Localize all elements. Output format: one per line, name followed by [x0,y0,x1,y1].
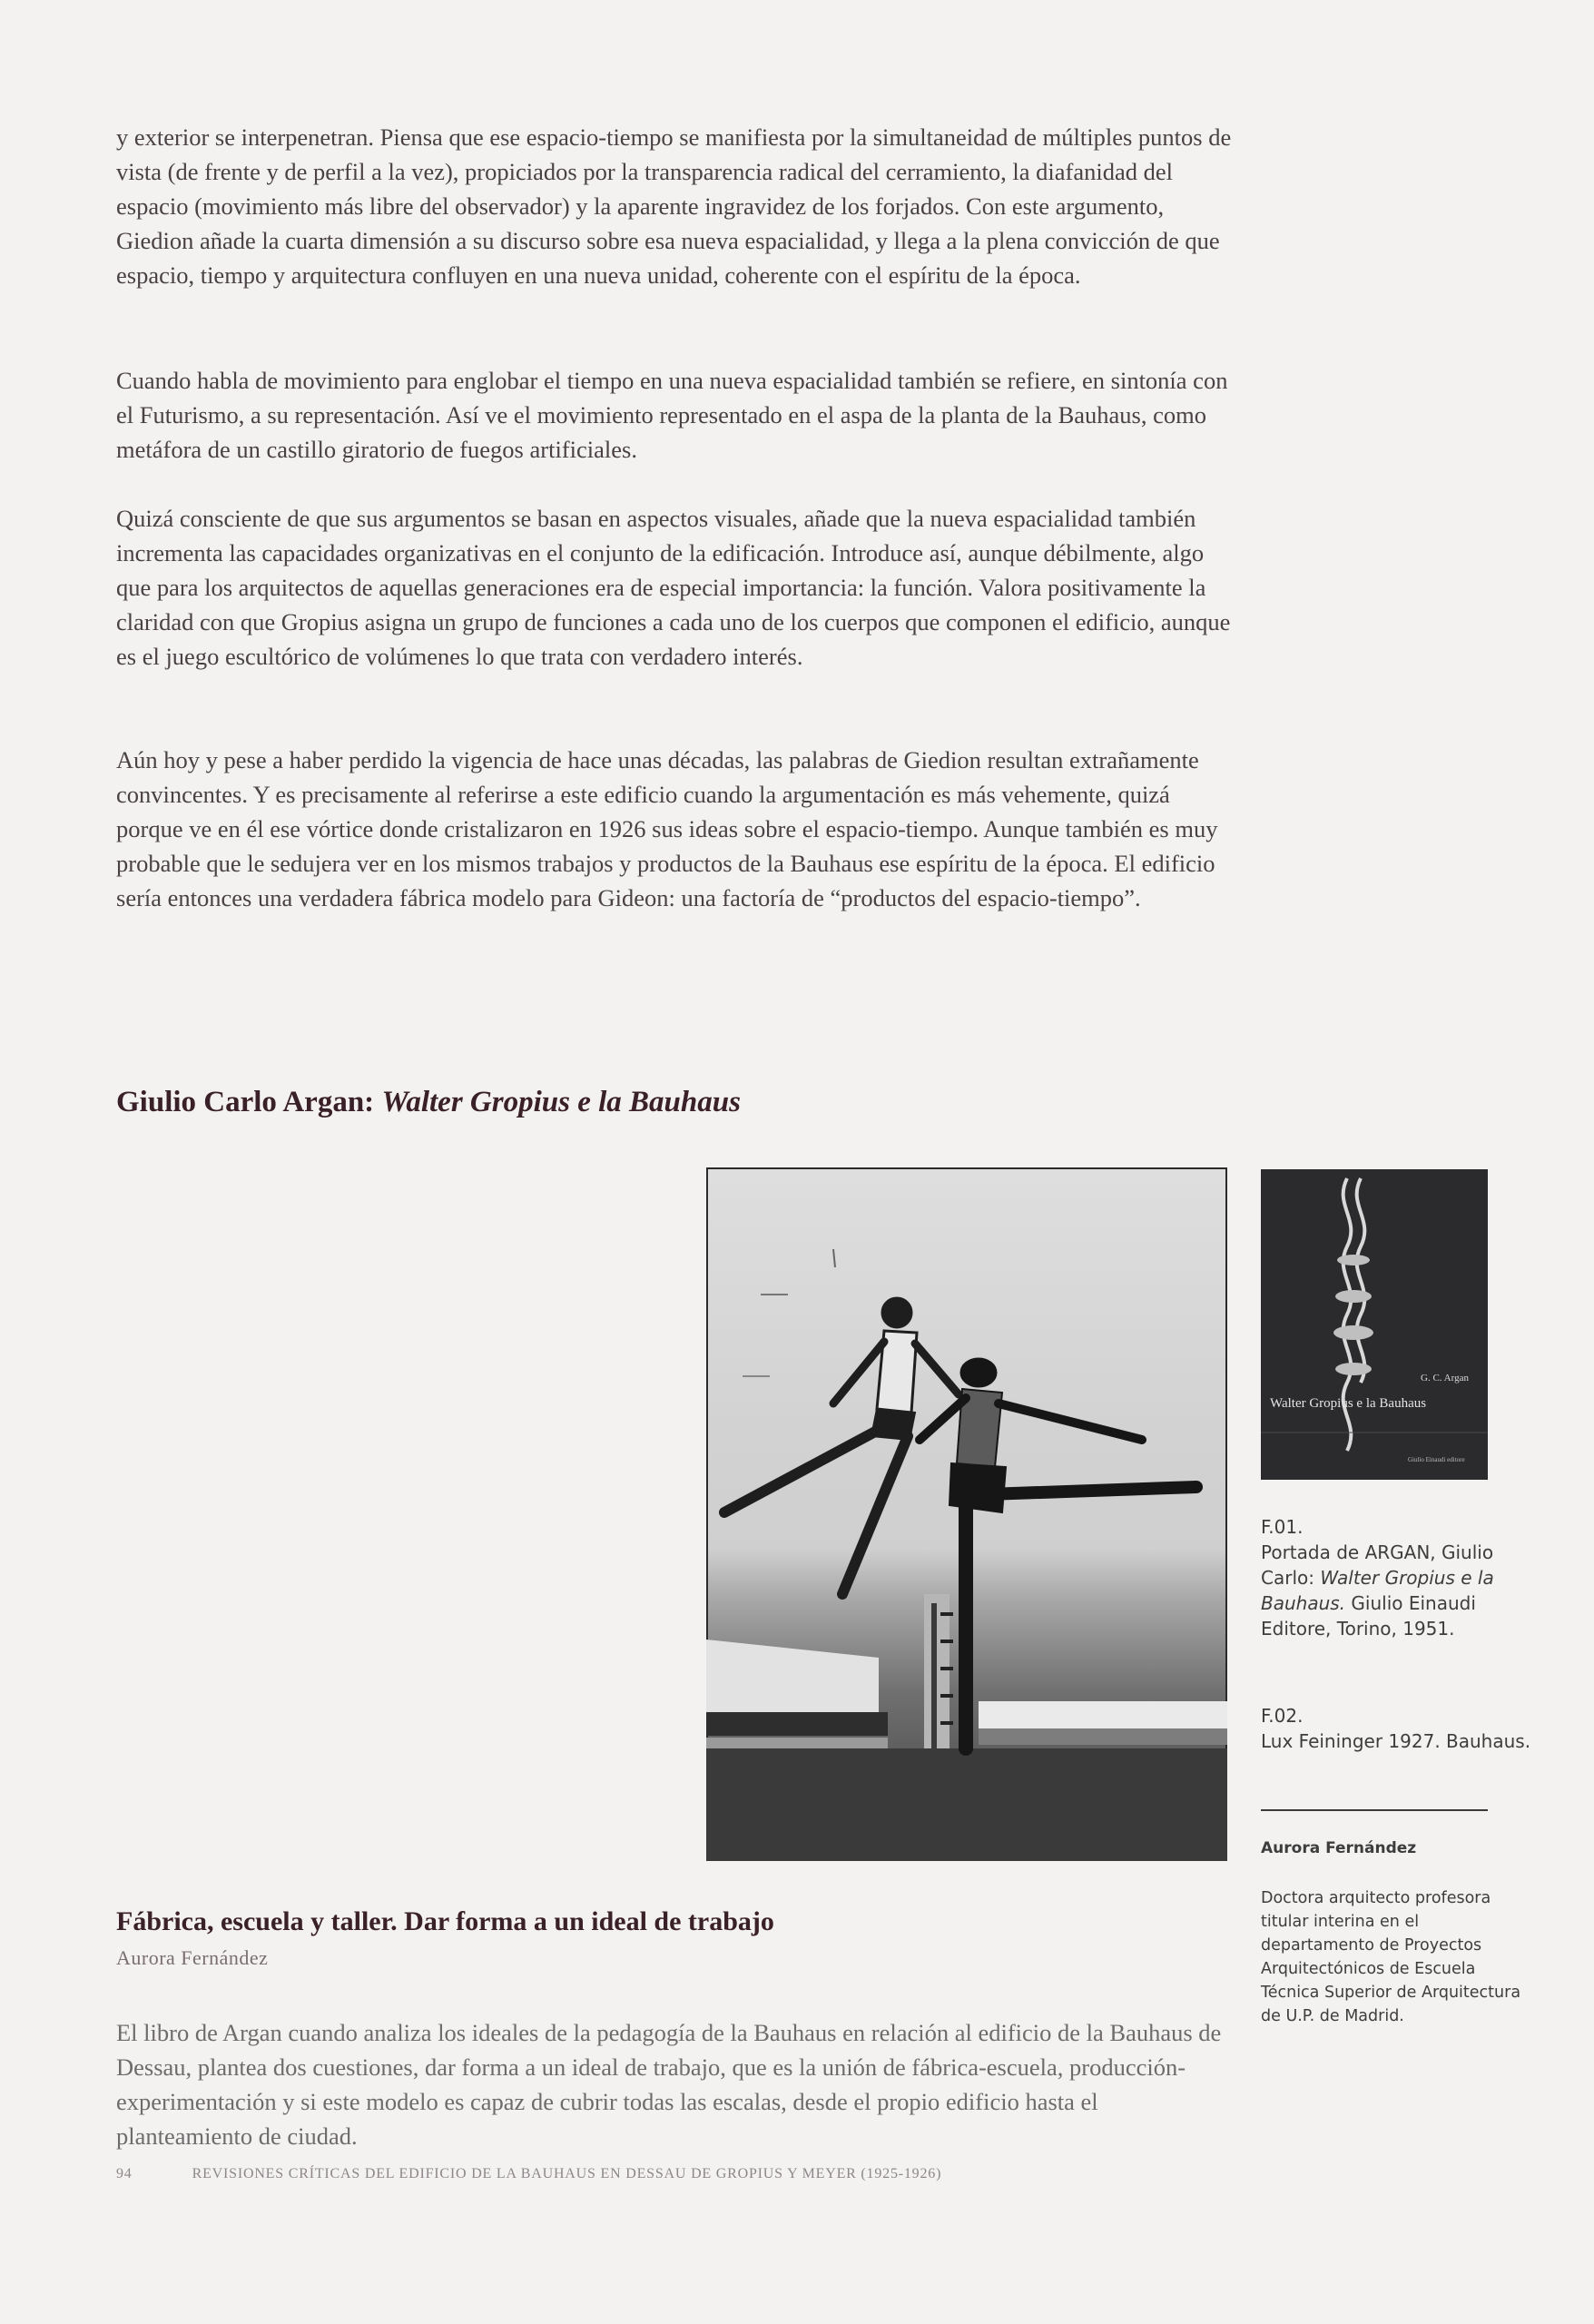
subsection-paragraph: El libro de Argan cuando analiza los ideales de la pedagogía de la Bauhaus en relación al edificio de la Bauhaus de Dessau, plantea dos cuestiones, dar forma a un ideal de trabajo, que es la unión de fábrica-escuela, producción-experimentación y si este modelo es capaz de cubrir todas las escalas, desde el propio edificio hasta el planteamiento de ciudad. [116,2019,1222,2150]
sidebar-author-bio: Doctora arquitecto profesora titular interina en el departamento de Proyectos Arquitectónicos de Escuela Técnica Superior de Arquitectura de U.P. de Madrid. [1261,1889,1521,2025]
section-title [116,1086,1205,1119]
section-title-italic: Walter Gropius e la Bauhaus [381,1086,741,1118]
caption-f01-number: F.01. [1261,1516,1304,1538]
jumping-men-photo [706,1167,1227,1861]
page-number: 94 [116,2166,133,2181]
book-cover-author: G. C. Argan [1421,1373,1469,1384]
body-paragraph-1: y exterior se interpenetran. Piensa que ese espacio-tiempo se manifiesta por la simultaneidad de múltiples puntos de vista (de frente y de perfil a la vez), propiciados por la transparencia radical del cerramiento, la diafanidad del espacio (movimiento más libre del observador) y la aparente ingravidez de los forjados. Con este argumento, Giedion añade la cuarta dimensión a su discurso sobre esa nueva espacialidad, y llega a la plena convicción de que espacio, tiempo y arquitectura confluyen en una nueva unidad, coherente con el espíritu de la época. [116,123,1232,289]
body-paragraph-2: Cuando habla de movimiento para englobar el tiempo en una nueva espacialidad también se refiere, en sintonía con el Futurismo, a su representación. Así ve el movimiento representado en el aspa de la planta de la Bauhaus, como metáfora de un castillo giratorio de fuegos artificiales. [116,367,1228,463]
body-paragraph-4: Aún hoy y pese a haber perdido la vigencia de hace unas décadas, las palabras de Giedion resultan extrañamente convincentes. Y es precisamente al referirse a este edificio cuando la argumentación es más vehemente, quizá porque ve en él ese vórtice donde cristalizaron en 1926 sus ideas sobre el espacio-tiempo. Aunque también es muy probable que le sedujera ver en los mismos trabajos y productos de la Bauhaus ese espíritu de la época. El edificio sería entonces una verdadera fábrica modelo para Gideon: una factoría de “productos del espacio-tiempo”. [116,746,1218,911]
caption-f01 [1261,1514,1533,1641]
caption-f01-text-before: Portada de ARGAN, Giulio Carlo: [1261,1541,1494,1589]
book-cover-figure [1261,1169,1488,1480]
section-title-prefix: Giulio Carlo Argan: [116,1086,382,1118]
book-cover-art [1261,1169,1488,1480]
caption-f02-number: F.02. [1261,1705,1304,1727]
subsection-author: Aurora Fernández [116,1946,269,1969]
body-paragraph-3: Quizá consciente de que sus argumentos se basan en aspectos visuales, añade que la nueva espacialidad también incrementa las capacidades organizativas en el conjunto de la edificación. Introduce así, aunque débilmente, algo que para los arquitectos de aquellas generaciones era de especial importancia: la función. Valora positivamente la claridad con que Gropius asigna un grupo de funciones a cada uno de los cuerpos que componen el edificio, aunque es el juego escultórico de volúmenes lo que trata con verdadero interés. [116,505,1231,670]
sidebar-author-name: Aurora Fernández [1261,1839,1417,1857]
caption-f01-text-italic: Walter Gropius e la Bauhaus. [1261,1567,1494,1614]
caption-f01-text-after: Giulio Einaudi Editore, Torino, 1951. [1261,1592,1476,1640]
page-footer [116,2166,1387,2182]
caption-f02-text: Lux Feininger 1927. Bauhaus. [1261,1730,1531,1752]
subsection-title: Fábrica, escuela y taller. Dar forma a un ideal de trabajo [116,1906,774,1936]
book-cover-title: Walter Gropius e la Bauhaus [1270,1396,1427,1411]
running-title: REVISIONES CRÍTICAS DEL EDIFICIO DE LA BAUHAUS EN DESSAU DE GROPIUS Y MEYER (1925-1926) [192,2166,942,2181]
book-cover-publisher: Giulio Einaudi editore [1408,1456,1465,1463]
bauhaus-photo-figure [706,1167,1227,1861]
caption-f02 [1261,1703,1533,1754]
sidebar-divider [1261,1809,1488,1811]
